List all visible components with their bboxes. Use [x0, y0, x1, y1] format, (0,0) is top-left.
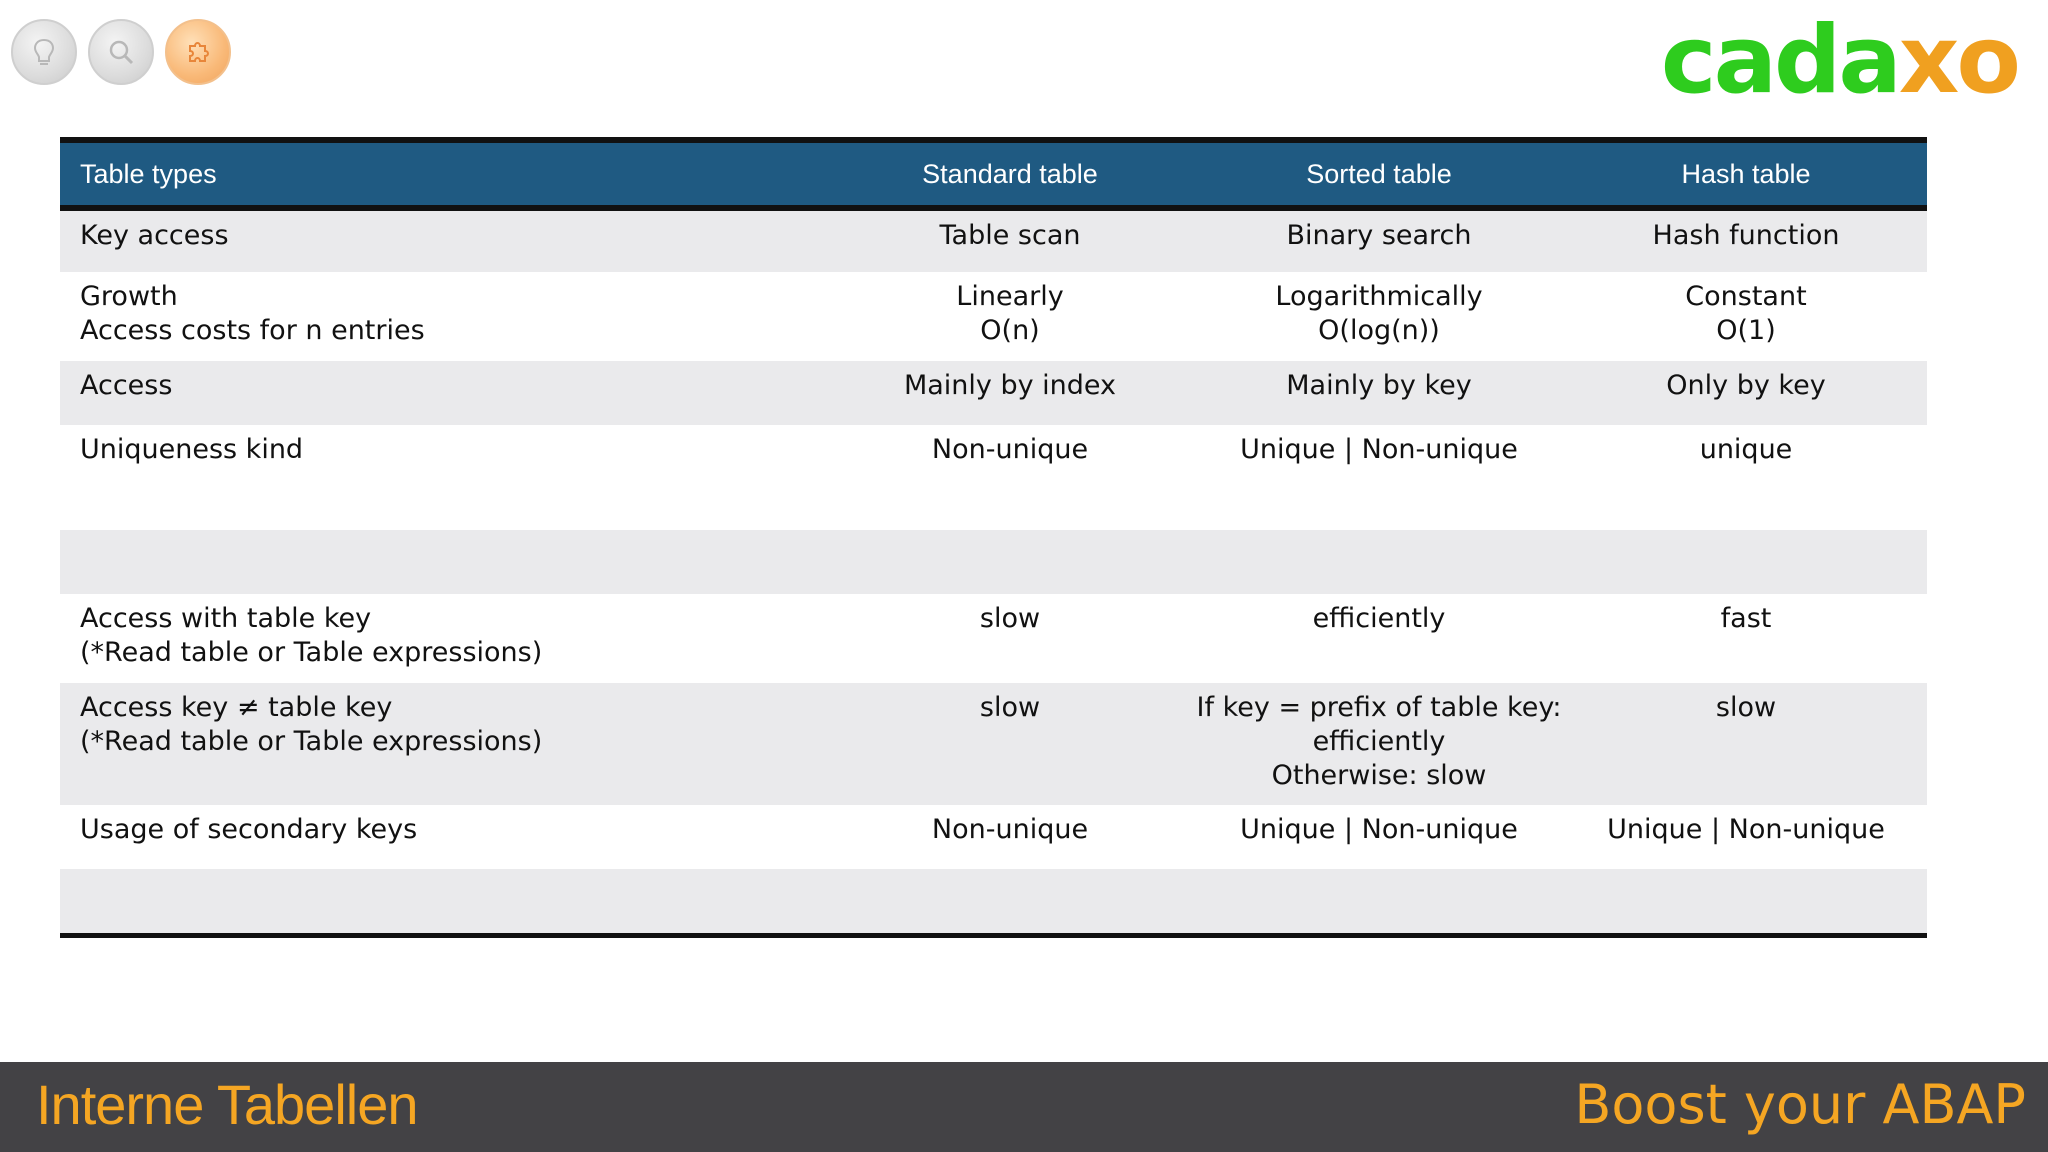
row-label-line: Access with table key — [80, 603, 372, 634]
cell-text: unique — [1699, 434, 1793, 465]
row-label — [60, 361, 827, 425]
search-button[interactable] — [88, 19, 154, 85]
row-label-line: (*Read table or Table expressions) — [80, 637, 543, 668]
table-types-comparison — [60, 137, 1927, 938]
header-table-types: Table types — [80, 158, 217, 189]
row-label — [60, 425, 827, 530]
cell-text: O(log(n)) — [1318, 315, 1440, 346]
row-label — [60, 805, 827, 869]
cell-text: Mainly by key — [1286, 370, 1472, 401]
cell-hash — [1565, 594, 1927, 683]
cell-text: Hash function — [1652, 220, 1840, 251]
cell-sorted — [1193, 805, 1565, 869]
table-header-row — [60, 140, 1927, 208]
logo-text-main: cada — [1660, 6, 1899, 115]
row-label-line: Uniqueness kind — [80, 434, 304, 465]
cell-standard — [827, 594, 1193, 683]
cell-sorted — [1193, 361, 1565, 425]
cell-text: slow — [979, 603, 1041, 634]
cell-hash — [1565, 805, 1927, 869]
cell-text: slow — [1715, 692, 1777, 723]
cell-text: Unique | Non-unique — [1607, 814, 1885, 845]
cell-text: Binary search — [1286, 220, 1472, 251]
spacer-cell — [60, 869, 1927, 935]
cell-text: fast — [1720, 603, 1772, 634]
cell-text: Non-unique — [931, 814, 1089, 845]
cell-text: Mainly by index — [903, 370, 1117, 401]
cell-text: Table scan — [939, 220, 1081, 251]
row-access-key-not-table-key — [60, 683, 1927, 805]
row-label — [60, 208, 827, 272]
header-hash-table: Hash table — [1681, 158, 1811, 189]
footer-title: Interne Tabellen — [36, 1073, 418, 1136]
cell-hash — [1565, 683, 1927, 805]
cell-text: Otherwise: slow — [1271, 760, 1487, 791]
lightbulb-button[interactable] — [11, 19, 77, 85]
cell-text: Non-unique — [931, 434, 1089, 465]
row-growth — [60, 272, 1927, 361]
cell-text: Linearly — [956, 281, 1064, 312]
cell-sorted — [1193, 425, 1565, 530]
row-label-line: Growth — [80, 281, 178, 312]
cell-sorted — [1193, 683, 1565, 805]
cell-sorted — [1193, 594, 1565, 683]
row-label — [60, 594, 827, 683]
row-label-line: Access costs for n entries — [80, 315, 425, 346]
search-icon — [104, 35, 138, 69]
row-bottom-spacer — [60, 869, 1927, 935]
cadaxo-logo — [1661, 6, 2018, 116]
cell-text: efficiently — [1312, 726, 1446, 757]
cell-text: Only by key — [1666, 370, 1826, 401]
row-label-line: Usage of secondary keys — [80, 814, 418, 845]
cell-text: Logarithmically — [1275, 281, 1483, 312]
cell-text: O(n) — [980, 315, 1040, 346]
cell-hash — [1565, 208, 1927, 272]
row-uniqueness-kind — [60, 425, 1927, 530]
puzzle-icon — [181, 35, 215, 69]
cell-text: Constant — [1685, 281, 1807, 312]
cell-text: slow — [979, 692, 1041, 723]
cell-hash — [1565, 272, 1927, 361]
cell-text: O(1) — [1716, 315, 1776, 346]
row-label — [60, 683, 827, 805]
row-label-line: Access — [80, 370, 173, 401]
cell-sorted — [1193, 208, 1565, 272]
row-spacer — [60, 530, 1927, 594]
cell-sorted — [1193, 272, 1565, 361]
cell-text: If key = prefix of table key: — [1196, 692, 1562, 723]
row-label — [60, 272, 827, 361]
header-sorted-table: Sorted table — [1306, 158, 1452, 189]
footer-tagline: Boost your ABAP — [1574, 1073, 2026, 1136]
row-label-line: (*Read table or Table expressions) — [80, 726, 543, 757]
puzzle-button[interactable] — [165, 19, 231, 85]
comparison-table — [60, 137, 1927, 938]
row-label-line: Access key ≠ table key — [80, 692, 393, 723]
logo-text-accent: xo — [1898, 6, 2018, 115]
spacer-cell — [60, 530, 1927, 594]
cell-standard — [827, 361, 1193, 425]
row-access-with-table-key — [60, 594, 1927, 683]
cell-hash — [1565, 361, 1927, 425]
row-label-line: Key access — [80, 220, 229, 251]
row-secondary-keys — [60, 805, 1927, 869]
cell-text: efficiently — [1312, 603, 1446, 634]
cell-text: Unique | Non-unique — [1240, 434, 1518, 465]
cell-standard — [827, 683, 1193, 805]
cell-standard — [827, 272, 1193, 361]
cell-standard — [827, 208, 1193, 272]
cell-standard — [827, 425, 1193, 530]
header-standard-table: Standard table — [922, 158, 1098, 189]
footer-bar — [0, 1062, 2048, 1152]
cell-text: Unique | Non-unique — [1240, 814, 1518, 845]
row-access — [60, 361, 1927, 425]
cell-standard — [827, 805, 1193, 869]
lightbulb-icon — [27, 35, 61, 69]
row-key-access — [60, 208, 1927, 272]
cell-hash — [1565, 425, 1927, 530]
